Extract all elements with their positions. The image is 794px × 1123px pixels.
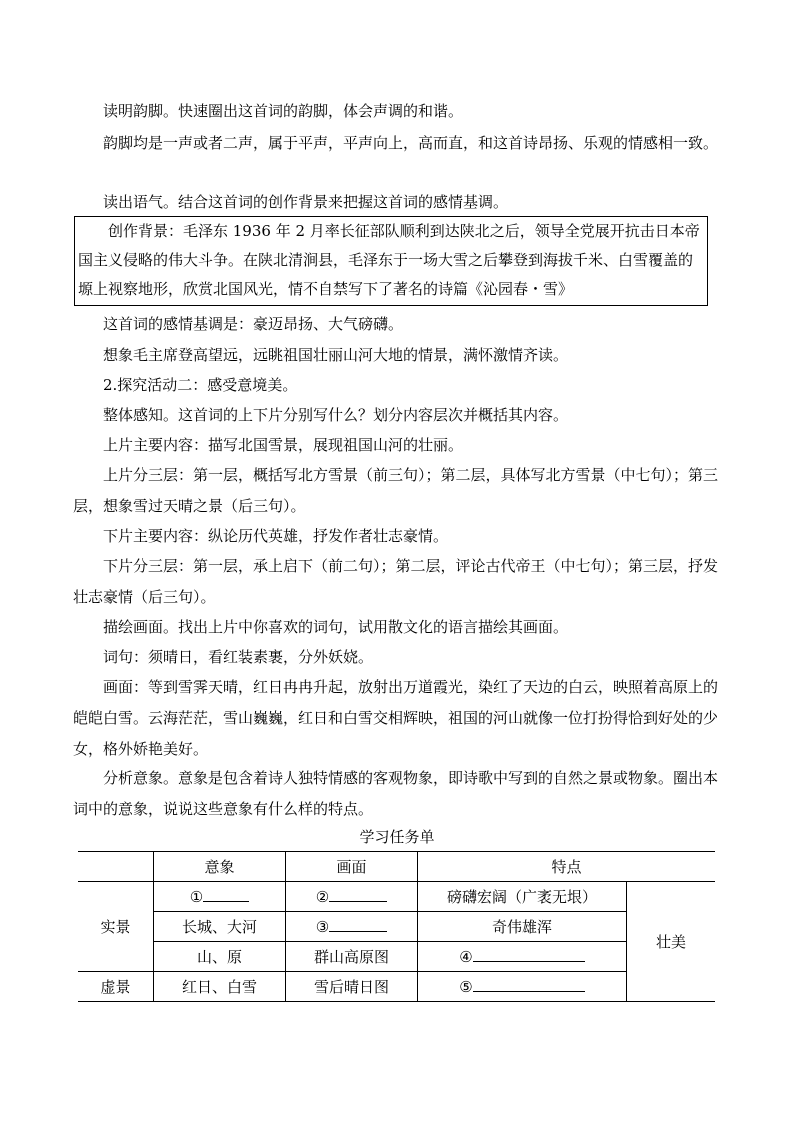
table-row bbox=[78, 912, 715, 942]
header-blank bbox=[78, 852, 154, 882]
paragraph-emotion: 这首词的感情基调是：豪迈昂扬、大气磅礴。 bbox=[103, 315, 404, 333]
table-header-row bbox=[78, 852, 715, 882]
table-caption: 学习任务单 bbox=[359, 828, 435, 846]
paragraph-rhyme-answer: 韵脚均是一声或者二声，属于平声，平声向上，高而直，和这首诗昂扬、乐观的情感相一致。 bbox=[103, 134, 719, 152]
scene-cell: 群山高原图 bbox=[286, 942, 418, 972]
summary-cell: 壮美 bbox=[627, 882, 716, 1002]
table-row bbox=[78, 942, 715, 972]
scene-cell: 雪后晴日图 bbox=[286, 972, 418, 1002]
header-image: 意象 bbox=[154, 852, 286, 882]
real-scene-label: 实景 bbox=[78, 882, 154, 972]
scene-marker: ③ bbox=[315, 918, 330, 936]
paragraph-describe: 描绘画面。找出上片中你喜欢的词句，试用散文化的语言描绘其画面。 bbox=[103, 618, 569, 636]
paragraph-lower-content: 下片主要内容：纵论历代英雄，抒发作者壮志豪情。 bbox=[103, 527, 449, 545]
image-cell: 红日、白雪 bbox=[154, 972, 286, 1002]
paragraph-imagery: 分析意象。意象是包含着诗人独特情感的客观物象，即诗歌中写到的自然之景或物象。圈出本词中的意象，说说这些意象有什么样的特点。 bbox=[73, 769, 719, 818]
paragraph-lower-layers: 下片分三层：第一层，承上启下（前二句）；第二层，评论古代帝王（中七句）；第三层，抒发壮志豪情（后三句）。 bbox=[73, 557, 719, 606]
image-marker: ① bbox=[189, 888, 204, 906]
virtual-scene-label: 虚景 bbox=[78, 972, 154, 1002]
image-cell bbox=[154, 882, 286, 912]
paragraph-upper-content: 上片主要内容：描写北国雪景，展现祖国山河的壮丽。 bbox=[103, 436, 464, 454]
feature-marker: ⑤ bbox=[459, 978, 473, 996]
paragraph-picture: 画面：等到雪霁天晴，红日冉冉升起，放射出万道霞光，染红了天边的白云，映照着高原上的皑皑白雪。云海茫茫，雪山巍巍，红日和白雪交相辉映，祖国的河山就像一位打扮得恰到好处的少女，格外娇艳美好。 bbox=[73, 678, 719, 758]
feature-marker: ④ bbox=[459, 948, 473, 966]
background-box bbox=[74, 216, 708, 306]
scene-blank[interactable] bbox=[329, 887, 387, 902]
task-table bbox=[78, 851, 715, 1002]
header-scene: 画面 bbox=[286, 852, 418, 882]
paragraph-imagine: 想象毛主席登高望远，远眺祖国壮丽山河大地的情景，满怀激情齐读。 bbox=[103, 346, 569, 364]
background-text: 创作背景：毛泽东 1936 年 2 月率长征部队顺利到达陕北之后，领导全党展开抗击日本帝国主义侵略的伟大斗争。在陕北清涧县，毛泽东于一场大雪之后攀登到海拔千米、白雪覆盖的塬上视察地形，欣赏北国风光，情不自禁写下了著名的诗篇《沁园春・雪》 bbox=[78, 222, 700, 298]
paragraph-rhyme: 读明韵脚。快速圈出这首词的韵脚，体会声调的和谐。 bbox=[103, 102, 464, 120]
feature-cell bbox=[418, 972, 627, 1002]
scene-cell bbox=[286, 912, 418, 942]
image-cell: 长城、大河 bbox=[154, 912, 286, 942]
scene-blank[interactable] bbox=[329, 917, 387, 932]
paragraph-verse: 词句：须晴日，看红装素裹，分外妖娆。 bbox=[103, 648, 374, 666]
header-feature: 特点 bbox=[418, 852, 716, 882]
image-cell: 山、原 bbox=[154, 942, 286, 972]
scene-marker: ② bbox=[315, 888, 330, 906]
feature-cell: 磅礴宏阔（广袤无垠） bbox=[418, 882, 627, 912]
feature-blank[interactable] bbox=[473, 947, 585, 962]
feature-cell: 奇伟雄浑 bbox=[418, 912, 627, 942]
paragraph-tone: 读出语气。结合这首词的创作背景来把握这首词的感情基调。 bbox=[103, 193, 509, 211]
feature-cell bbox=[418, 942, 627, 972]
paragraph-upper-layers: 上片分三层：第一层，概括写北方雪景（前三句）；第二层，具体写北方雪景（中七句）；第三层，想象雪过天晴之景（后三句）。 bbox=[73, 466, 719, 515]
table-row bbox=[78, 882, 715, 912]
paragraph-activity-two: 2.探究活动二：感受意境美。 bbox=[103, 376, 298, 394]
scene-cell bbox=[286, 882, 418, 912]
table-row bbox=[78, 972, 715, 1002]
feature-blank[interactable] bbox=[473, 977, 585, 992]
image-blank[interactable] bbox=[203, 887, 249, 902]
paragraph-overview: 整体感知。这首词的上下片分别写什么？划分内容层次并概括其内容。 bbox=[103, 406, 569, 424]
